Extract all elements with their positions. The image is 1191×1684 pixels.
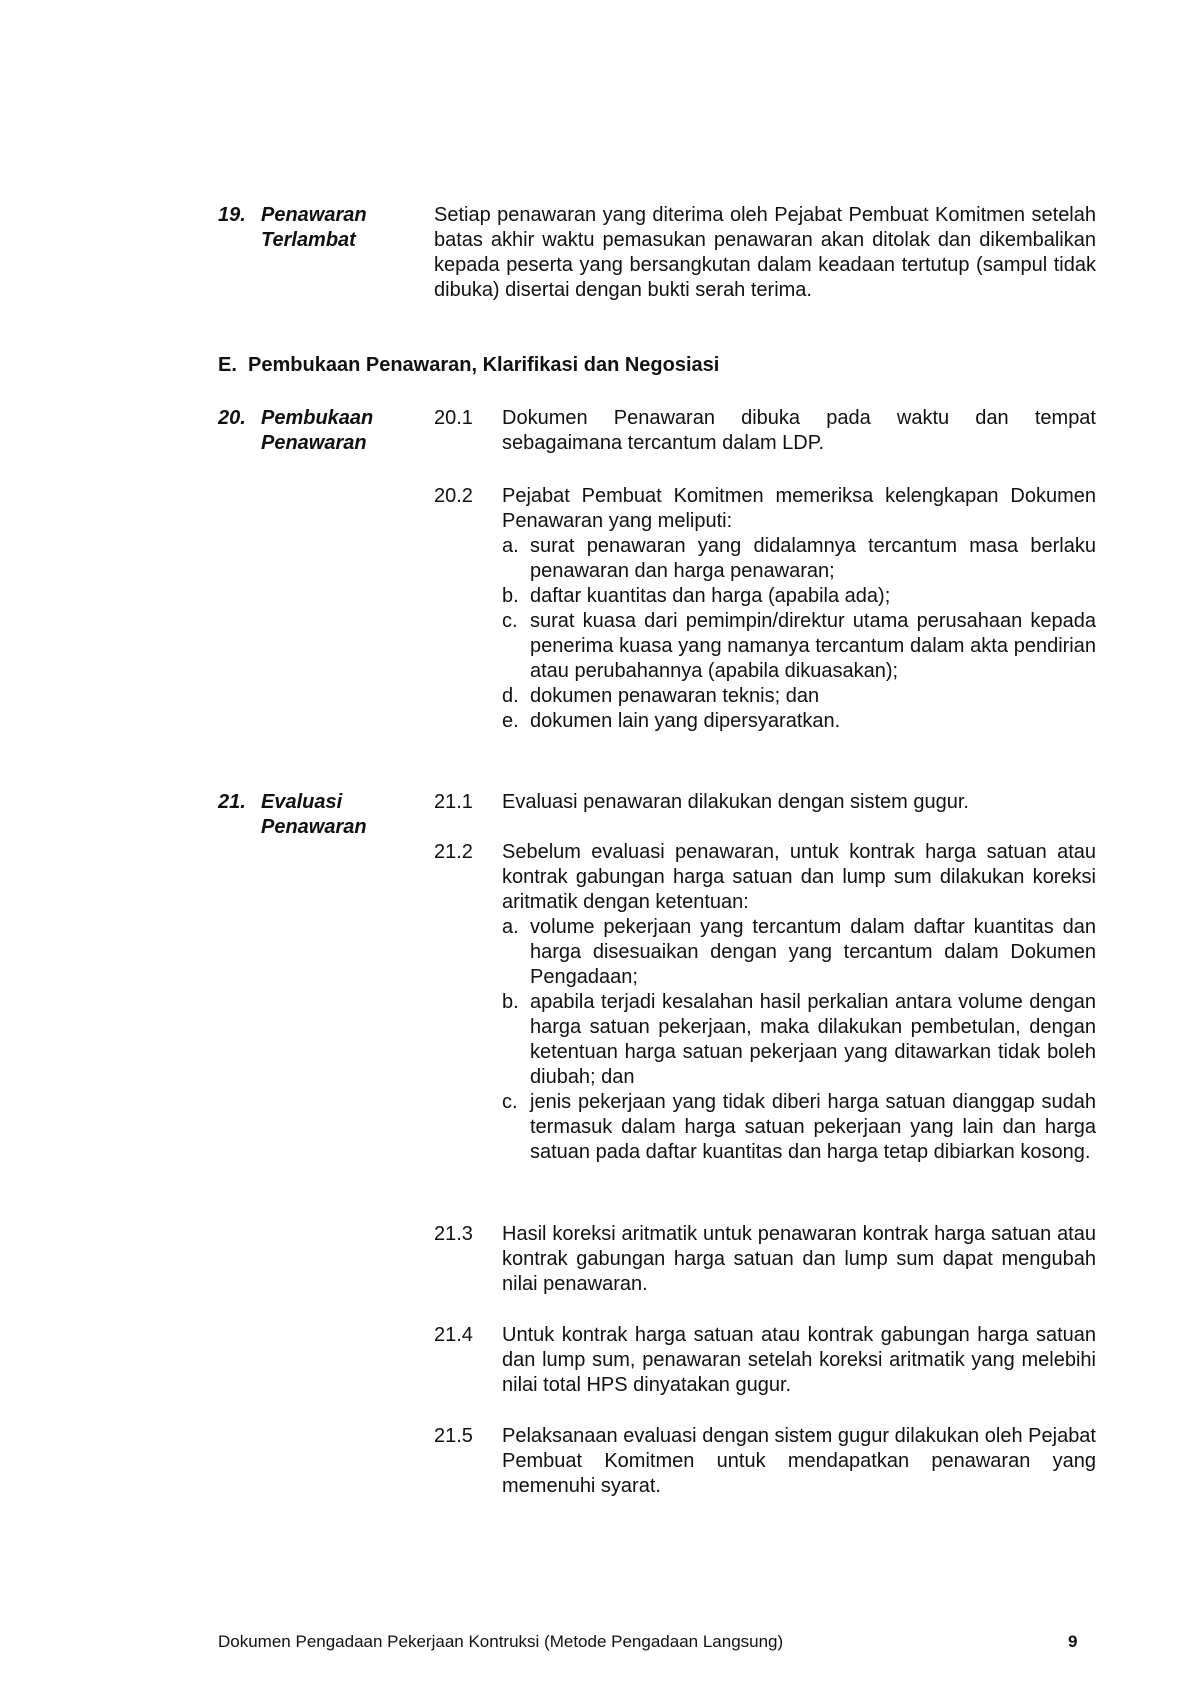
clause-text [502, 1424, 1096, 1499]
article-title [261, 790, 421, 840]
list-item-text: daftar kuantitas dan harga (apabila ada); [530, 585, 891, 607]
section-heading [218, 353, 719, 378]
list-marker: e. [502, 710, 519, 732]
clause-number: 21.2 [434, 841, 473, 863]
clause-number: 21.1 [434, 791, 473, 813]
clause-number: 21.5 [434, 1425, 473, 1447]
clause-text [502, 790, 1096, 815]
article-title-line: Penawaran [261, 432, 367, 454]
list-marker: c. [502, 1091, 518, 1113]
paragraph: Hasil koreksi aritmatik untuk penawaran kontrak harga satuan atau kontrak gabungan harga satuan dan lump sum dapat mengubah nilai penawaran. [502, 1223, 1096, 1295]
clause-number: 20.2 [434, 485, 473, 507]
list-item [502, 1090, 1096, 1165]
list-item [502, 584, 1096, 609]
clause-text [502, 840, 1096, 1165]
list-marker: b. [502, 585, 519, 607]
list-item [502, 709, 1096, 734]
list-item-text: apabila terjadi kesalahan hasil perkalian antara volume dengan harga satuan pekerjaan, maka dilakukan pembetulan, dengan ketentuan harga satuan pekerjaan yang ditawarkan tidak boleh diubah; dan [530, 991, 1096, 1088]
article-title-line: Penawaran [261, 816, 367, 838]
article-number: 21. [218, 791, 246, 813]
list-item-text: dokumen lain yang dipersyaratkan. [530, 710, 841, 732]
clause-number: 21.3 [434, 1223, 473, 1245]
page-number: 9 [1068, 1632, 1078, 1651]
paragraph: Sebelum evaluasi penawaran, untuk kontrak harga satuan atau kontrak gabungan harga satuan dan lump sum dilakukan koreksi aritmatik dengan ketentuan: [502, 841, 1096, 913]
list-item [502, 534, 1096, 584]
clause-text [502, 484, 1096, 734]
article-title-line: Pembukaan [261, 407, 374, 429]
clause-number: 21.4 [434, 1324, 473, 1346]
section-title: Pembukaan Penawaran, Klarifikasi dan Negosiasi [248, 354, 720, 376]
list-marker: c. [502, 610, 518, 632]
footer-document-title: Dokumen Pengadaan Pekerjaan Kontruksi (Metode Pengadaan Langsung) [218, 1632, 784, 1651]
paragraph: Untuk kontrak harga satuan atau kontrak gabungan harga satuan dan lump sum, penawaran setelah koreksi aritmatik yang melebihi nilai total HPS dinyatakan gugur. [502, 1324, 1096, 1396]
list-item-text: surat penawaran yang didalamnya tercantum masa berlaku penawaran dan harga penawaran; [530, 535, 1096, 582]
list-marker: a. [502, 916, 519, 938]
section-letter: E. [218, 354, 237, 376]
article-body [434, 203, 1096, 303]
list-marker: b. [502, 991, 519, 1013]
list-item-text: surat kuasa dari pemimpin/direktur utama perusahaan kepada penerima kuasa yang namanya tercantum dalam akta pendirian atau perubahannya (apabila dikuasakan); [530, 610, 1096, 682]
article-title-line: Terlambat [261, 229, 356, 251]
article-title-line: Penawaran [261, 204, 367, 226]
article-number: 20. [218, 407, 246, 429]
list-item [502, 609, 1096, 684]
paragraph: Pejabat Pembuat Komitmen memeriksa kelengkapan Dokumen Penawaran yang meliputi: [502, 485, 1096, 532]
paragraph: Setiap penawaran yang diterima oleh Pejabat Pembuat Komitmen setelah batas akhir waktu pemasukan penawaran akan ditolak dan dikembalikan kepada peserta yang bersangkutan dalam keadaan tertutup (sampul tidak dibuka) disertai dengan bukti serah terima. [434, 204, 1096, 301]
article-title-line: Evaluasi [261, 791, 343, 813]
article-title [261, 203, 421, 253]
list-marker: d. [502, 685, 519, 707]
article-number: 19. [218, 204, 246, 226]
clause-text [502, 1323, 1096, 1398]
paragraph: Dokumen Penawaran dibuka pada waktu dan tempat sebagaimana tercantum dalam LDP. [502, 407, 1096, 454]
list-item-text: dokumen penawaran teknis; dan [530, 685, 820, 707]
list-item-text: volume pekerjaan yang tercantum dalam daftar kuantitas dan harga disesuaikan dengan yang tercantum dalam Dokumen Pengadaan; [530, 916, 1096, 988]
list-item [502, 990, 1096, 1090]
list-item [502, 915, 1096, 990]
clause-text [502, 1222, 1096, 1297]
clause-list [502, 534, 1096, 734]
paragraph: Pelaksanaan evaluasi dengan sistem gugur dilakukan oleh Pejabat Pembuat Komitmen untuk mendapatkan penawaran yang memenuhi syarat. [502, 1425, 1096, 1497]
paragraph: Evaluasi penawaran dilakukan dengan sistem gugur. [502, 791, 969, 813]
list-marker: a. [502, 535, 519, 557]
clause-list [502, 915, 1096, 1165]
article-title [261, 406, 421, 456]
list-item-text: jenis pekerjaan yang tidak diberi harga satuan dianggap sudah termasuk dalam harga satuan pekerjaan yang lain dan harga satuan pada daftar kuantitas dan harga tetap dibiarkan kosong. [530, 1091, 1096, 1163]
list-item [502, 684, 1096, 709]
clause-text [502, 406, 1096, 456]
clause-number: 20.1 [434, 407, 473, 429]
